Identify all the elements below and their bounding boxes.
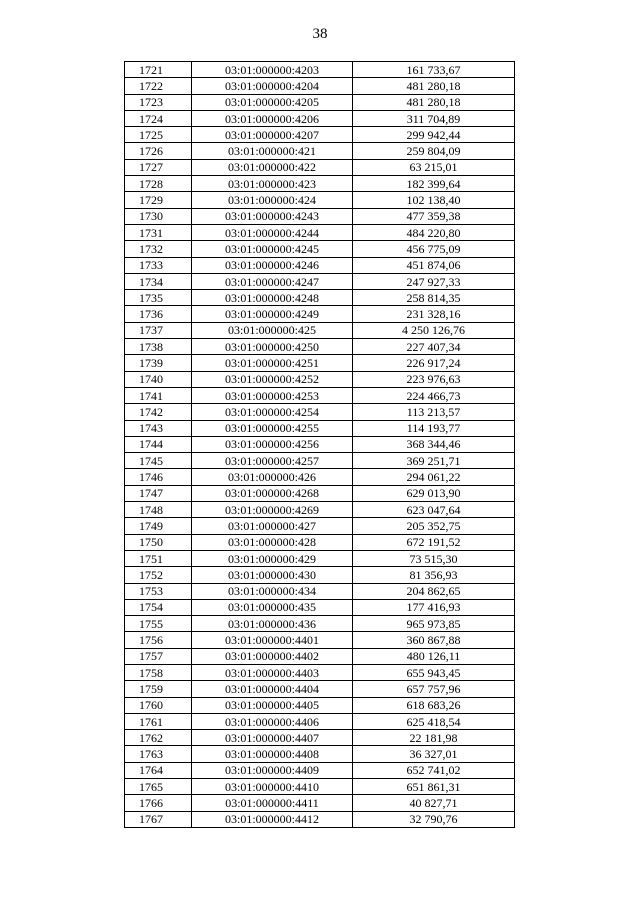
value-cell: 625 418,54 — [353, 713, 515, 729]
table-row — [125, 664, 515, 680]
table-row — [125, 159, 515, 175]
table-row — [125, 632, 515, 648]
value-cell: 4 250 126,76 — [353, 322, 515, 338]
cadastral-number-cell: 03:01:000000:4244 — [192, 224, 353, 240]
cadastral-number-cell: 03:01:000000:4405 — [192, 697, 353, 713]
value-cell: 477 359,38 — [353, 208, 515, 224]
cadastral-number-cell: 03:01:000000:434 — [192, 583, 353, 599]
cadastral-number-cell: 03:01:000000:4257 — [192, 453, 353, 469]
value-cell: 113 213,57 — [353, 404, 515, 420]
value-cell: 629 013,90 — [353, 485, 515, 501]
row-number-cell: 1766 — [125, 795, 192, 811]
row-number-cell: 1759 — [125, 681, 192, 697]
value-cell: 231 328,16 — [353, 306, 515, 322]
table-row — [125, 127, 515, 143]
table-row — [125, 404, 515, 420]
table-row — [125, 436, 515, 452]
value-cell: 294 061,22 — [353, 469, 515, 485]
table-row — [125, 811, 515, 827]
table-row — [125, 355, 515, 371]
row-number-cell: 1767 — [125, 811, 192, 827]
cadastral-number-cell: 03:01:000000:4410 — [192, 779, 353, 795]
table-row — [125, 192, 515, 208]
row-number-cell: 1733 — [125, 257, 192, 273]
cadastral-number-cell: 03:01:000000:4245 — [192, 241, 353, 257]
table-row — [125, 176, 515, 192]
cadastral-number-cell: 03:01:000000:4247 — [192, 273, 353, 289]
value-cell: 484 220,80 — [353, 224, 515, 240]
table-row — [125, 257, 515, 273]
value-cell: 63 215,01 — [353, 159, 515, 175]
table-row — [125, 453, 515, 469]
cadastral-number-cell: 03:01:000000:424 — [192, 192, 353, 208]
cadastral-number-cell: 03:01:000000:430 — [192, 567, 353, 583]
value-cell: 259 804,09 — [353, 143, 515, 159]
table-row — [125, 306, 515, 322]
row-number-cell: 1729 — [125, 192, 192, 208]
cadastral-number-cell: 03:01:000000:4250 — [192, 339, 353, 355]
table-row — [125, 94, 515, 110]
row-number-cell: 1763 — [125, 746, 192, 762]
table-row — [125, 518, 515, 534]
cadastral-number-cell: 03:01:000000:426 — [192, 469, 353, 485]
row-number-cell: 1735 — [125, 290, 192, 306]
table-row — [125, 746, 515, 762]
cadastral-number-cell: 03:01:000000:4408 — [192, 746, 353, 762]
value-cell: 224 466,73 — [353, 387, 515, 403]
table-row — [125, 583, 515, 599]
table-row — [125, 550, 515, 566]
cadastral-value-table — [124, 61, 515, 828]
table-row — [125, 62, 515, 78]
row-number-cell: 1724 — [125, 110, 192, 126]
table-row — [125, 339, 515, 355]
cadastral-number-cell: 03:01:000000:4401 — [192, 632, 353, 648]
cadastral-number-cell: 03:01:000000:427 — [192, 518, 353, 534]
cadastral-number-cell: 03:01:000000:4411 — [192, 795, 353, 811]
row-number-cell: 1742 — [125, 404, 192, 420]
table-row — [125, 78, 515, 94]
cadastral-number-cell: 03:01:000000:4204 — [192, 78, 353, 94]
row-number-cell: 1721 — [125, 62, 192, 78]
value-cell: 161 733,67 — [353, 62, 515, 78]
cadastral-number-cell: 03:01:000000:4243 — [192, 208, 353, 224]
table-row — [125, 534, 515, 550]
row-number-cell: 1728 — [125, 176, 192, 192]
value-cell: 655 943,45 — [353, 664, 515, 680]
row-number-cell: 1747 — [125, 485, 192, 501]
row-number-cell: 1765 — [125, 779, 192, 795]
table-row — [125, 371, 515, 387]
cadastral-number-cell: 03:01:000000:4205 — [192, 94, 353, 110]
cadastral-number-cell: 03:01:000000:4251 — [192, 355, 353, 371]
cadastral-number-cell: 03:01:000000:4404 — [192, 681, 353, 697]
cadastral-number-cell: 03:01:000000:4248 — [192, 290, 353, 306]
table-row — [125, 762, 515, 778]
value-cell: 651 861,31 — [353, 779, 515, 795]
row-number-cell: 1745 — [125, 453, 192, 469]
value-cell: 311 704,89 — [353, 110, 515, 126]
table-row — [125, 387, 515, 403]
value-cell: 623 047,64 — [353, 502, 515, 518]
table-row — [125, 779, 515, 795]
row-number-cell: 1736 — [125, 306, 192, 322]
row-number-cell: 1731 — [125, 224, 192, 240]
table-row — [125, 469, 515, 485]
value-cell: 204 862,65 — [353, 583, 515, 599]
row-number-cell: 1764 — [125, 762, 192, 778]
table-row — [125, 713, 515, 729]
cadastral-number-cell: 03:01:000000:421 — [192, 143, 353, 159]
row-number-cell: 1743 — [125, 420, 192, 436]
row-number-cell: 1725 — [125, 127, 192, 143]
value-cell: 205 352,75 — [353, 518, 515, 534]
cadastral-number-cell: 03:01:000000:423 — [192, 176, 353, 192]
row-number-cell: 1744 — [125, 436, 192, 452]
row-number-cell: 1727 — [125, 159, 192, 175]
cadastral-number-cell: 03:01:000000:4407 — [192, 730, 353, 746]
value-cell: 177 416,93 — [353, 599, 515, 615]
cadastral-number-cell: 03:01:000000:4268 — [192, 485, 353, 501]
cadastral-number-cell: 03:01:000000:4256 — [192, 436, 353, 452]
value-cell: 182 399,64 — [353, 176, 515, 192]
row-number-cell: 1738 — [125, 339, 192, 355]
cadastral-number-cell: 03:01:000000:429 — [192, 550, 353, 566]
table-row — [125, 485, 515, 501]
row-number-cell: 1726 — [125, 143, 192, 159]
row-number-cell: 1739 — [125, 355, 192, 371]
table-row — [125, 599, 515, 615]
value-cell: 73 515,30 — [353, 550, 515, 566]
row-number-cell: 1732 — [125, 241, 192, 257]
row-number-cell: 1730 — [125, 208, 192, 224]
value-cell: 36 327,01 — [353, 746, 515, 762]
value-cell: 481 280,18 — [353, 78, 515, 94]
cadastral-number-cell: 03:01:000000:4203 — [192, 62, 353, 78]
table-row — [125, 110, 515, 126]
cadastral-number-cell: 03:01:000000:422 — [192, 159, 353, 175]
value-cell: 657 757,96 — [353, 681, 515, 697]
table-row — [125, 648, 515, 664]
table-row — [125, 143, 515, 159]
value-cell: 652 741,02 — [353, 762, 515, 778]
value-cell: 368 344,46 — [353, 436, 515, 452]
cadastral-number-cell: 03:01:000000:4255 — [192, 420, 353, 436]
value-cell: 456 775,09 — [353, 241, 515, 257]
row-number-cell: 1755 — [125, 616, 192, 632]
cadastral-number-cell: 03:01:000000:4412 — [192, 811, 353, 827]
row-number-cell: 1750 — [125, 534, 192, 550]
row-number-cell: 1757 — [125, 648, 192, 664]
value-cell: 227 407,34 — [353, 339, 515, 355]
cadastral-number-cell: 03:01:000000:4409 — [192, 762, 353, 778]
table-row — [125, 290, 515, 306]
table-row — [125, 697, 515, 713]
cadastral-number-cell: 03:01:000000:4402 — [192, 648, 353, 664]
table-row — [125, 681, 515, 697]
row-number-cell: 1751 — [125, 550, 192, 566]
value-cell: 247 927,33 — [353, 273, 515, 289]
cadastral-number-cell: 03:01:000000:425 — [192, 322, 353, 338]
row-number-cell: 1749 — [125, 518, 192, 534]
value-cell: 965 973,85 — [353, 616, 515, 632]
cadastral-number-cell: 03:01:000000:428 — [192, 534, 353, 550]
row-number-cell: 1737 — [125, 322, 192, 338]
cadastral-number-cell: 03:01:000000:4403 — [192, 664, 353, 680]
value-cell: 369 251,71 — [353, 453, 515, 469]
table-body — [125, 62, 515, 828]
value-cell: 102 138,40 — [353, 192, 515, 208]
table-row — [125, 273, 515, 289]
cadastral-number-cell: 03:01:000000:435 — [192, 599, 353, 615]
value-cell: 81 356,93 — [353, 567, 515, 583]
table-row — [125, 730, 515, 746]
cadastral-number-cell: 03:01:000000:4206 — [192, 110, 353, 126]
value-cell: 481 280,18 — [353, 94, 515, 110]
row-number-cell: 1740 — [125, 371, 192, 387]
row-number-cell: 1722 — [125, 78, 192, 94]
row-number-cell: 1754 — [125, 599, 192, 615]
value-cell: 480 126,11 — [353, 648, 515, 664]
cadastral-number-cell: 03:01:000000:4207 — [192, 127, 353, 143]
table-row — [125, 241, 515, 257]
value-cell: 32 790,76 — [353, 811, 515, 827]
cadastral-number-cell: 03:01:000000:4252 — [192, 371, 353, 387]
value-cell: 22 181,98 — [353, 730, 515, 746]
table-row — [125, 420, 515, 436]
cadastral-number-cell: 03:01:000000:4406 — [192, 713, 353, 729]
row-number-cell: 1762 — [125, 730, 192, 746]
table-row — [125, 795, 515, 811]
row-number-cell: 1760 — [125, 697, 192, 713]
row-number-cell: 1741 — [125, 387, 192, 403]
cadastral-number-cell: 03:01:000000:4254 — [192, 404, 353, 420]
value-cell: 360 867,88 — [353, 632, 515, 648]
row-number-cell: 1761 — [125, 713, 192, 729]
row-number-cell: 1758 — [125, 664, 192, 680]
cadastral-number-cell: 03:01:000000:4249 — [192, 306, 353, 322]
table-row — [125, 502, 515, 518]
row-number-cell: 1748 — [125, 502, 192, 518]
cadastral-number-cell: 03:01:000000:4269 — [192, 502, 353, 518]
value-cell: 258 814,35 — [353, 290, 515, 306]
table-row — [125, 208, 515, 224]
value-cell: 114 193,77 — [353, 420, 515, 436]
value-cell: 618 683,26 — [353, 697, 515, 713]
value-cell: 299 942,44 — [353, 127, 515, 143]
value-cell: 451 874,06 — [353, 257, 515, 273]
cadastral-number-cell: 03:01:000000:4253 — [192, 387, 353, 403]
table-row — [125, 567, 515, 583]
row-number-cell: 1734 — [125, 273, 192, 289]
value-cell: 226 917,24 — [353, 355, 515, 371]
table-row — [125, 616, 515, 632]
row-number-cell: 1723 — [125, 94, 192, 110]
value-cell: 40 827,71 — [353, 795, 515, 811]
row-number-cell: 1756 — [125, 632, 192, 648]
table-row — [125, 224, 515, 240]
page-number: 38 — [312, 26, 328, 42]
cadastral-number-cell: 03:01:000000:436 — [192, 616, 353, 632]
row-number-cell: 1746 — [125, 469, 192, 485]
cadastral-number-cell: 03:01:000000:4246 — [192, 257, 353, 273]
table-row — [125, 322, 515, 338]
value-cell: 223 976,63 — [353, 371, 515, 387]
row-number-cell: 1753 — [125, 583, 192, 599]
row-number-cell: 1752 — [125, 567, 192, 583]
value-cell: 672 191,52 — [353, 534, 515, 550]
